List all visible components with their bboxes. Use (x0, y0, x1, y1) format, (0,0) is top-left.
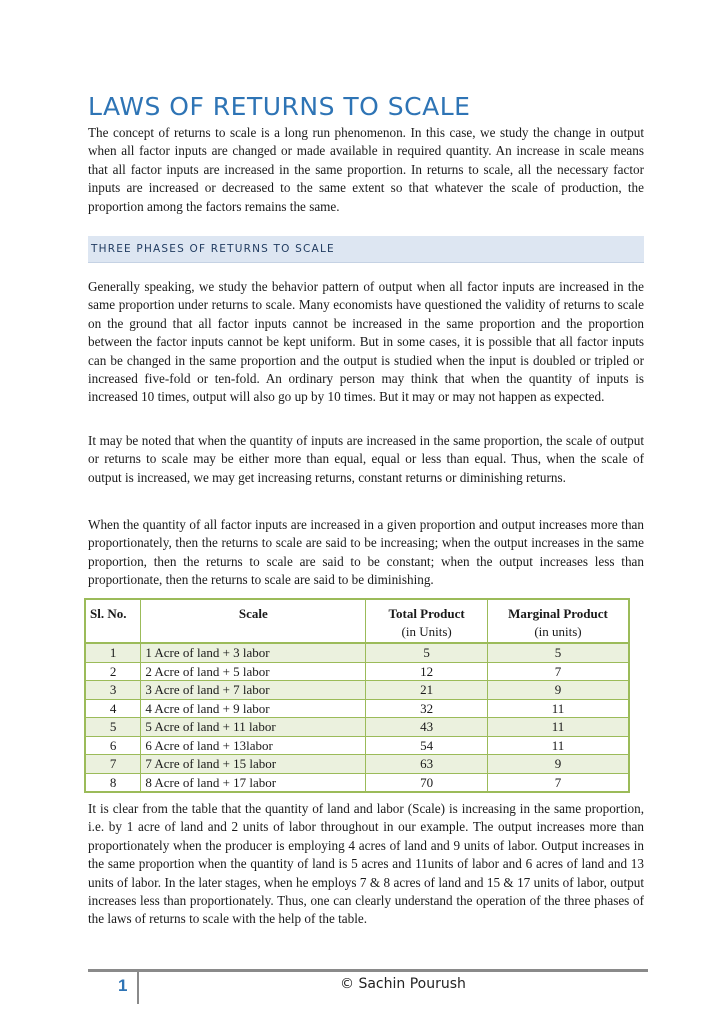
page-title: LAWS OF RETURNS TO SCALE (88, 92, 471, 121)
cell-marginal-product: 9 (487, 681, 629, 700)
cell-marginal-product: 7 (487, 773, 629, 792)
header-marginal-product (487, 599, 629, 643)
cell-scale: 7 Acre of land + 15 labor (141, 755, 366, 774)
paragraph-3: When the quantity of all factor inputs are increased in a given proportion and output increases more than proportionately, then the returns to scale are said to be increasing; when the output increases in the same proportion, then the returns to scale are said to be constant; when the output increases less than proportionate, then the returns to scale are said to be diminishing. (88, 517, 644, 588)
paragraph-4: It is clear from the table that the quantity of land and labor (Scale) is increasing in the same proportion, i.e. by 1 acre of land and 2 units of labor throughout in our example. The output increases more than proportionately when the producer is employing 4 acres of land and 9 units of labor. Output increases in the same proportion when the quantity of land is 5 acres and 11units of labor and 6 acres of land and 13 units of labor. In the later stages, when he employs 7 & 8 acres of land and 15 & 17 units of labor, output increases less than proportionately. Thus, one can clearly understand the operation of the three phases of the laws of returns to scale with the help of the table. (88, 801, 644, 927)
cell-scale: 6 Acre of land + 13labor (141, 736, 366, 755)
cell-marginal-product: 5 (487, 643, 629, 662)
cell-sl-no: 7 (85, 755, 141, 774)
cell-sl-no: 6 (85, 736, 141, 755)
cell-scale: 8 Acre of land + 17 labor (141, 773, 366, 792)
cell-scale: 5 Acre of land + 11 labor (141, 718, 366, 737)
cell-sl-no: 8 (85, 773, 141, 792)
cell-sl-no: 1 (85, 643, 141, 662)
cell-total-product: 5 (366, 643, 488, 662)
cell-total-product: 32 (366, 699, 488, 718)
cell-marginal-product: 11 (487, 736, 629, 755)
cell-marginal-product: 11 (487, 699, 629, 718)
cell-total-product: 43 (366, 718, 488, 737)
cell-sl-no: 4 (85, 699, 141, 718)
cell-scale: 4 Acre of land + 9 labor (141, 699, 366, 718)
table-header-row (85, 599, 629, 643)
table-row (85, 662, 629, 681)
cell-total-product: 63 (366, 755, 488, 774)
cell-marginal-product: 9 (487, 755, 629, 774)
cell-marginal-product: 7 (487, 662, 629, 681)
table-row (85, 699, 629, 718)
cell-sl-no: 5 (85, 718, 141, 737)
table-row (85, 736, 629, 755)
table-row (85, 718, 629, 737)
header-total-product-line2: (in Units) (401, 623, 452, 639)
intro-paragraph: The concept of returns to scale is a long run phenomenon. In this case, we study the change in output when all factor inputs are changed or made available in required quantity. An increase in scale means that all factor inputs are increased in the same proportion. In returns to scale, all the necessary factor inputs are increased or decreased to the same extent so that whatever the scale of production, the proportion among the factors remains the same. (88, 125, 644, 214)
table-row (85, 755, 629, 774)
returns-table (84, 598, 630, 793)
page-number: 1 (118, 976, 128, 995)
header-total-product (366, 599, 488, 643)
table-row (85, 681, 629, 700)
cell-scale: 2 Acre of land + 5 labor (141, 662, 366, 681)
footer-divider (88, 969, 648, 972)
paragraph-1: Generally speaking, we study the behavior pattern of output when all factor inputs are increased in the same proportion under returns to scale. Many economists have questioned the validity of returns to scale on the ground that all factor inputs cannot be increased in the same proportion and the proportion between the factor inputs cannot be kept uniform. But in some cases, it is possible that all factor inputs can be changed in the same proportion and the output is studied when the input is doubled or tripled or increased five-fold or ten-fold. An ordinary person may think that when the quantity of inputs is increased 10 times, output will also go up by 10 times. But it may or may not happen as expected. (88, 279, 644, 405)
table-row (85, 773, 629, 792)
header-marginal-product-line2: (in units) (534, 623, 582, 639)
footer-vertical-divider (137, 972, 139, 1004)
cell-total-product: 21 (366, 681, 488, 700)
cell-marginal-product: 11 (487, 718, 629, 737)
header-scale: Scale (141, 599, 366, 643)
cell-total-product: 54 (366, 736, 488, 755)
section-heading-bar (88, 236, 644, 263)
cell-scale: 3 Acre of land + 7 labor (141, 681, 366, 700)
table-row (85, 643, 629, 662)
header-sl-no: Sl. No. (85, 599, 141, 643)
cell-total-product: 12 (366, 662, 488, 681)
paragraph-2: It may be noted that when the quantity of inputs are increased in the same proportion, the scale of output or returns to scale may be either more than equal, equal or less than equal. Thus, when the scale of output is increased, we may get increasing returns, constant returns or diminishing returns. (88, 433, 644, 485)
cell-sl-no: 3 (85, 681, 141, 700)
cell-scale: 1 Acre of land + 3 labor (141, 643, 366, 662)
cell-sl-no: 2 (85, 662, 141, 681)
cell-total-product: 70 (366, 773, 488, 792)
header-total-product-line1: Total Product (388, 606, 465, 621)
copyright-notice: © Sachin Pourush (340, 976, 466, 992)
section-heading: THREE PHASES OF RETURNS TO SCALE (91, 243, 335, 255)
header-marginal-product-line1: Marginal Product (508, 606, 608, 621)
